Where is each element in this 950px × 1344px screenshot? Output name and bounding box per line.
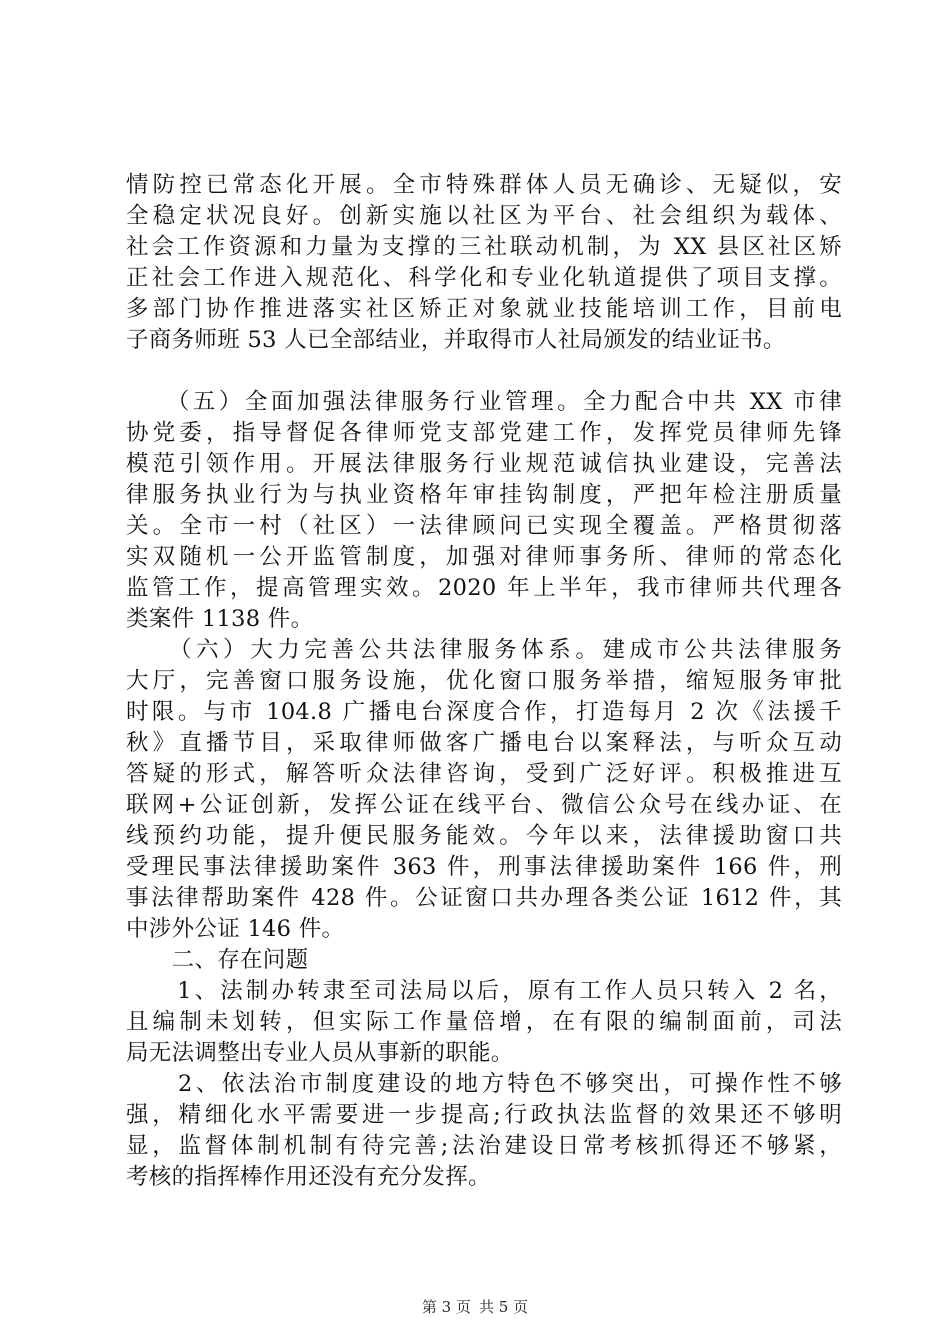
- paragraph-problem-2: [126, 1069, 842, 1193]
- text-line: 全稳定状况良好。创新实施以社区为平台、社会组织为载体、: [126, 203, 842, 229]
- paragraph-problem-1: [126, 976, 842, 1069]
- text-line: 显，监督体制机制有待完善;法治建设日常考核抓得还不够紧，: [126, 1133, 842, 1159]
- text-line: 强，精细化水平需要进一步提高;行政执法监督的效果还不够明: [126, 1102, 842, 1128]
- text-line: 多部门协作推进落实社区矫正对象就业技能培训工作，目前电: [126, 296, 842, 322]
- text-line: 关。全市一村（社区）一法律顾问已实现全覆盖。严格贯彻落: [126, 513, 842, 539]
- page-footer: [0, 1296, 950, 1317]
- paragraph-spacer: [126, 356, 842, 387]
- text-line: 线预约功能，提升便民服务能效。今年以来，法律援助窗口共: [126, 823, 842, 849]
- text-line: 事法律帮助案件 428 件。公证窗口共办理各类公证 1612 件，其: [126, 885, 842, 911]
- text-line: 实双随机一公开监管制度，加强对律师事务所、律师的常态化: [126, 544, 842, 570]
- text-line: 联网+公证创新，发挥公证在线平台、微信公众号在线办证、在: [126, 792, 842, 818]
- text-line: 社会工作资源和力量为支撑的三社联动机制，为 XX 县区社区矫: [126, 234, 842, 260]
- text-line: 情防控已常态化开展。全市特殊群体人员无确诊、无疑似，安: [126, 172, 842, 198]
- page-number-total: 共 5 页: [479, 1298, 529, 1316]
- text-line: 大厅，完善窗口服务设施，优化窗口服务举措，缩短服务审批: [126, 668, 842, 694]
- text-line: 2、依法治市制度建设的地方特色不够突出，可操作性不够: [126, 1071, 842, 1097]
- paragraph-public-legal-service: [126, 635, 842, 945]
- text-line: 监管工作，提高管理实效。2020 年上半年，我市律师共代理各: [126, 575, 842, 601]
- text-line: 子商务师班 53 人已全部结业，并取得市人社局颁发的结业证书。: [126, 327, 786, 353]
- text-line: 局无法调整出专业人员从事新的职能。: [126, 1040, 514, 1066]
- section-heading-problems: 二、存在问题: [126, 947, 309, 973]
- text-line: 秋》直播节目，采取律师做客广播电台以案释法，与听众互动: [126, 730, 842, 756]
- text-line: 受理民事法律援助案件 363 件，刑事法律援助案件 166 件，刑: [126, 854, 842, 880]
- text-line: （五）全面加强法律服务行业管理。全力配合中共 XX 市律: [126, 389, 842, 415]
- page-number-current: 第 3 页: [421, 1298, 471, 1316]
- text-line: 律服务执业行为与执业资格年审挂钩制度，严把年检注册质量: [126, 482, 842, 508]
- text-line: 模范引领作用。开展法律服务行业规范诚信执业建设，完善法: [126, 451, 842, 477]
- paragraph-legal-service-management: [126, 387, 842, 635]
- text-line: 协党委，指导督促各律师党支部党建工作，发挥党员律师先锋: [126, 420, 842, 446]
- document-body: [126, 170, 842, 1193]
- paragraph-epidemic-community-correction: [126, 170, 842, 356]
- text-line: 1、法制办转隶至司法局以后，原有工作人员只转入 2 名，: [126, 978, 842, 1004]
- text-line: 考核的指挥棒作用还没有充分发挥。: [126, 1164, 491, 1190]
- text-line: 答疑的形式，解答听众法律咨询，受到广泛好评。积极推进互: [126, 761, 842, 787]
- text-line: （六）大力完善公共法律服务体系。建成市公共法律服务: [126, 637, 842, 663]
- text-line: 中涉外公证 146 件。: [126, 916, 345, 942]
- text-line: 且编制未划转，但实际工作量倍增，在有限的编制面前，司法: [126, 1009, 842, 1035]
- text-line: 类案件 1138 件。: [126, 606, 314, 632]
- text-line: 时限。与市 104.8 广播电台深度合作，打造每月 2 次《法援千: [126, 699, 842, 725]
- text-line: 正社会工作进入规范化、科学化和专业化轨道提供了项目支撑。: [126, 265, 842, 291]
